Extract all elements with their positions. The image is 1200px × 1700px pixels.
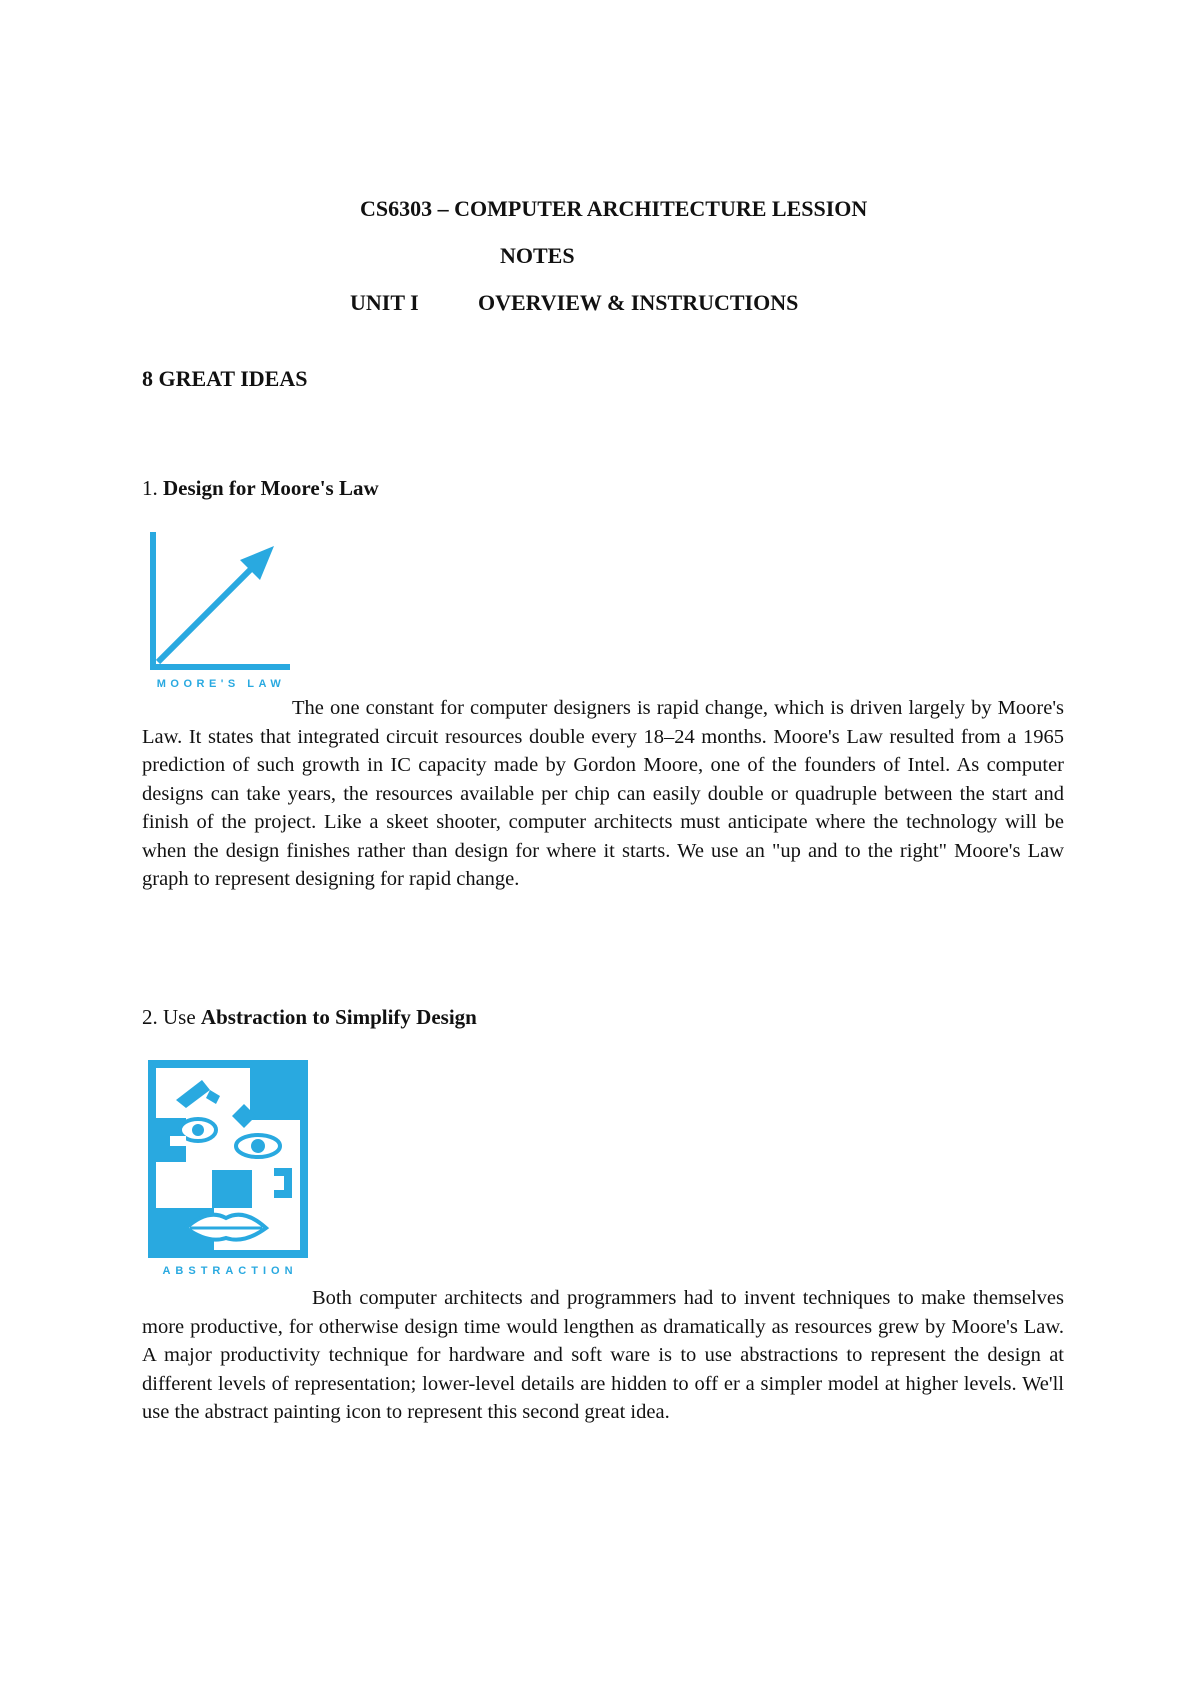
moores-law-icon xyxy=(146,528,296,692)
abstraction-icon xyxy=(146,1058,314,1278)
document-subtitle: NOTES xyxy=(500,243,575,268)
idea-1-heading xyxy=(142,476,379,501)
idea-2-heading xyxy=(142,1005,477,1030)
idea-1-number: 1. xyxy=(142,476,158,500)
abstraction-icon-caption: ABSTRACTION xyxy=(162,1265,298,1277)
document-title: CS6303 – COMPUTER ARCHITECTURE LESSION xyxy=(360,196,868,221)
idea-2-title: Abstraction to Simplify Design xyxy=(200,1005,477,1029)
idea-1-paragraph: The one constant for computer designers is rapid change, which is driven largely by Moore's Law. It states that integrated circuit resources double every 18–24 months. Moore's Law resulted from a 1965 prediction of such growth in IC capacity made by Gordon Moore, one of the founders of Intel. As computer designs can take years, the resources available per chip can easily double or quadruple between the start and finish of the project. Like a skeet shooter, computer architects must anticipate where the technology will be when the design finishes rather than design for where it starts. We use an "up and to the right" Moore's Law graph to represent designing for rapid change. xyxy=(142,697,1064,890)
idea-2-paragraph: Both computer architects and programmers had to invent techniques to make themselves more productive, for otherwise design time would lengthen as dramatically as resources grew by Moore's Law. A major productivity technique for hardware and soft ware is to use abstractions to represent the design at different levels of representation; lower-level details are hidden to off er a simpler model at higher levels. We'll use the abstract painting icon to represent this second great idea. xyxy=(142,1287,1064,1423)
idea-1-title: Design for Moore's Law xyxy=(163,476,379,500)
unit-label: UNIT I xyxy=(350,290,419,315)
moores-law-icon-caption: MOORE'S LAW xyxy=(156,678,286,690)
unit-title: OVERVIEW & INSTRUCTIONS xyxy=(478,290,799,315)
idea-2-number: 2. xyxy=(142,1005,158,1029)
section-heading: 8 GREAT IDEAS xyxy=(142,366,308,391)
idea-2-title-prefix: Use xyxy=(163,1005,201,1029)
